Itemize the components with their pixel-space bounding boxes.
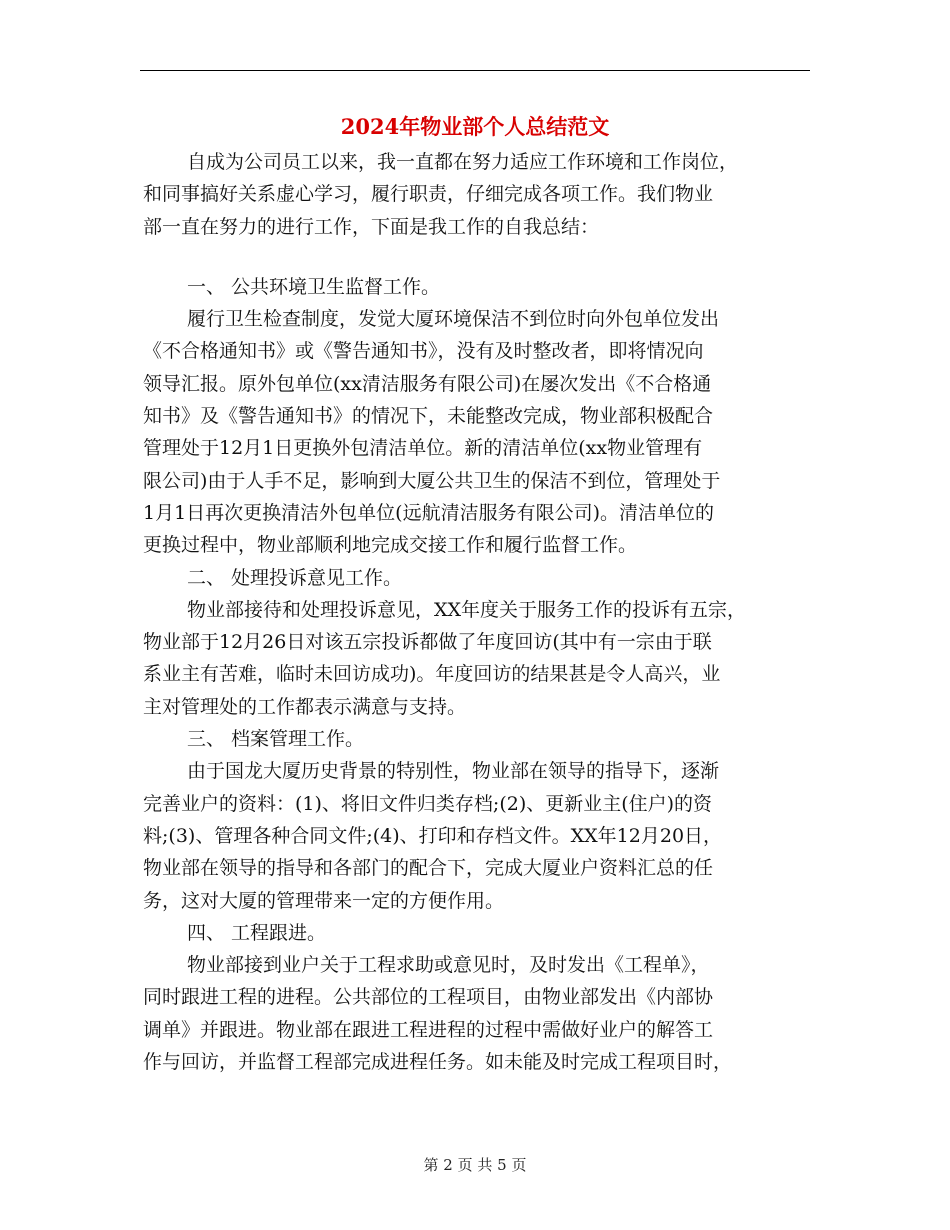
text-line: 物业部接到业户关于工程求助或意见时，及时发出《工程单》， [187,954,710,977]
text-line: 限公司)由于人手不足，影响到大厦公共卫生的保洁不到位，管理处于 [143,469,721,492]
text-line: 系业主有苦难，临时未回访成功)。年度回访的结果甚是令人高兴，业 [143,663,721,686]
section-heading-1: 一、 公共环境卫生监督工作。 [187,275,441,298]
intro-paragraph [143,146,811,243]
text-line: 管理处于12月1日更换外包清洁单位。新的清洁单位(xx物业管理有 [143,437,703,460]
header-rule [140,70,810,71]
section-heading-4: 四、 工程跟进。 [187,921,327,944]
text-line: 同时跟进工程的进程。公共部位的工程项目，由物业部发出《内部协 [143,986,714,1009]
text-line: 和同事搞好关系虚心学习，履行职责，仔细完成各项工作。我们物业 [143,183,714,206]
text-line: 领导汇报。原外包单位(xx清洁服务有限公司)在屡次发出《不合格通 [143,372,712,395]
document-body [143,146,811,1078]
text-line: 《不合格通知书》或《警告通知书》，没有及时整改者，即将情况向 [143,340,704,363]
section-4-paragraph [143,949,811,1078]
text-line: 更换过程中，物业部顺利地完成交接工作和履行监督工作。 [143,534,638,557]
section-heading-2: 二、 处理投诉意见工作。 [187,566,403,589]
text-line: 物业部接待和处理投诉意见，XX年度关于服务工作的投诉有五宗， [187,598,747,621]
text-line: 自成为公司员工以来，我一直都在努力适应工作环境和工作岗位， [187,151,739,173]
section-heading-3: 三、 档案管理工作。 [187,728,365,751]
text-line: 物业部于12月26日对该五宗投诉都做了年度回访(其中有一宗由于联 [143,631,712,654]
text-line: 履行卫生检查制度，发觉大厦环境保洁不到位时向外包单位发出 [187,308,720,331]
section-2-paragraph [143,594,811,723]
text-line: 完善业户的资料：(1)、将旧文件归类存档;(2)、更新业主(住户)的资 [143,792,713,815]
text-line: 调单》并跟进。物业部在跟进工程进程的过程中需做好业户的解答工 [143,1018,714,1041]
text-line: 作与回访，并监督工程部完成进程任务。如未能及时完成工程项目时， [143,1051,733,1074]
text-line: 由于国龙大厦历史背景的特别性，物业部在领导的指导下，逐渐 [187,760,720,783]
section-3-paragraph [143,755,811,916]
text-line: 物业部在领导的指导和各部门的配合下，完成大厦业户资料汇总的任 [143,857,714,880]
section-1-paragraph [143,303,811,561]
text-line: 务，这对大厦的管理带来一定的方便作用。 [143,889,505,912]
document-title: 2024年物业部个人总结范文 [340,114,610,139]
text-line: 1月1日再次更换清洁外包单位(远航清洁服务有限公司)。清洁单位的 [143,501,715,524]
text-line: 知书》及《警告通知书》的情况下，未能整改完成，物业部积极配合 [143,405,714,428]
paragraph-spacer [143,243,811,271]
text-line: 部一直在努力的进行工作，下面是我工作的自我总结： [143,215,600,238]
page-number-footer: 第 2 页 共 5 页 [423,1156,527,1174]
text-line: 主对管理处的工作都表示满意与支持。 [143,695,467,718]
text-line: 料;(3)、管理各种合同文件;(4)、打印和存档文件。XX年12月20日， [143,824,723,847]
